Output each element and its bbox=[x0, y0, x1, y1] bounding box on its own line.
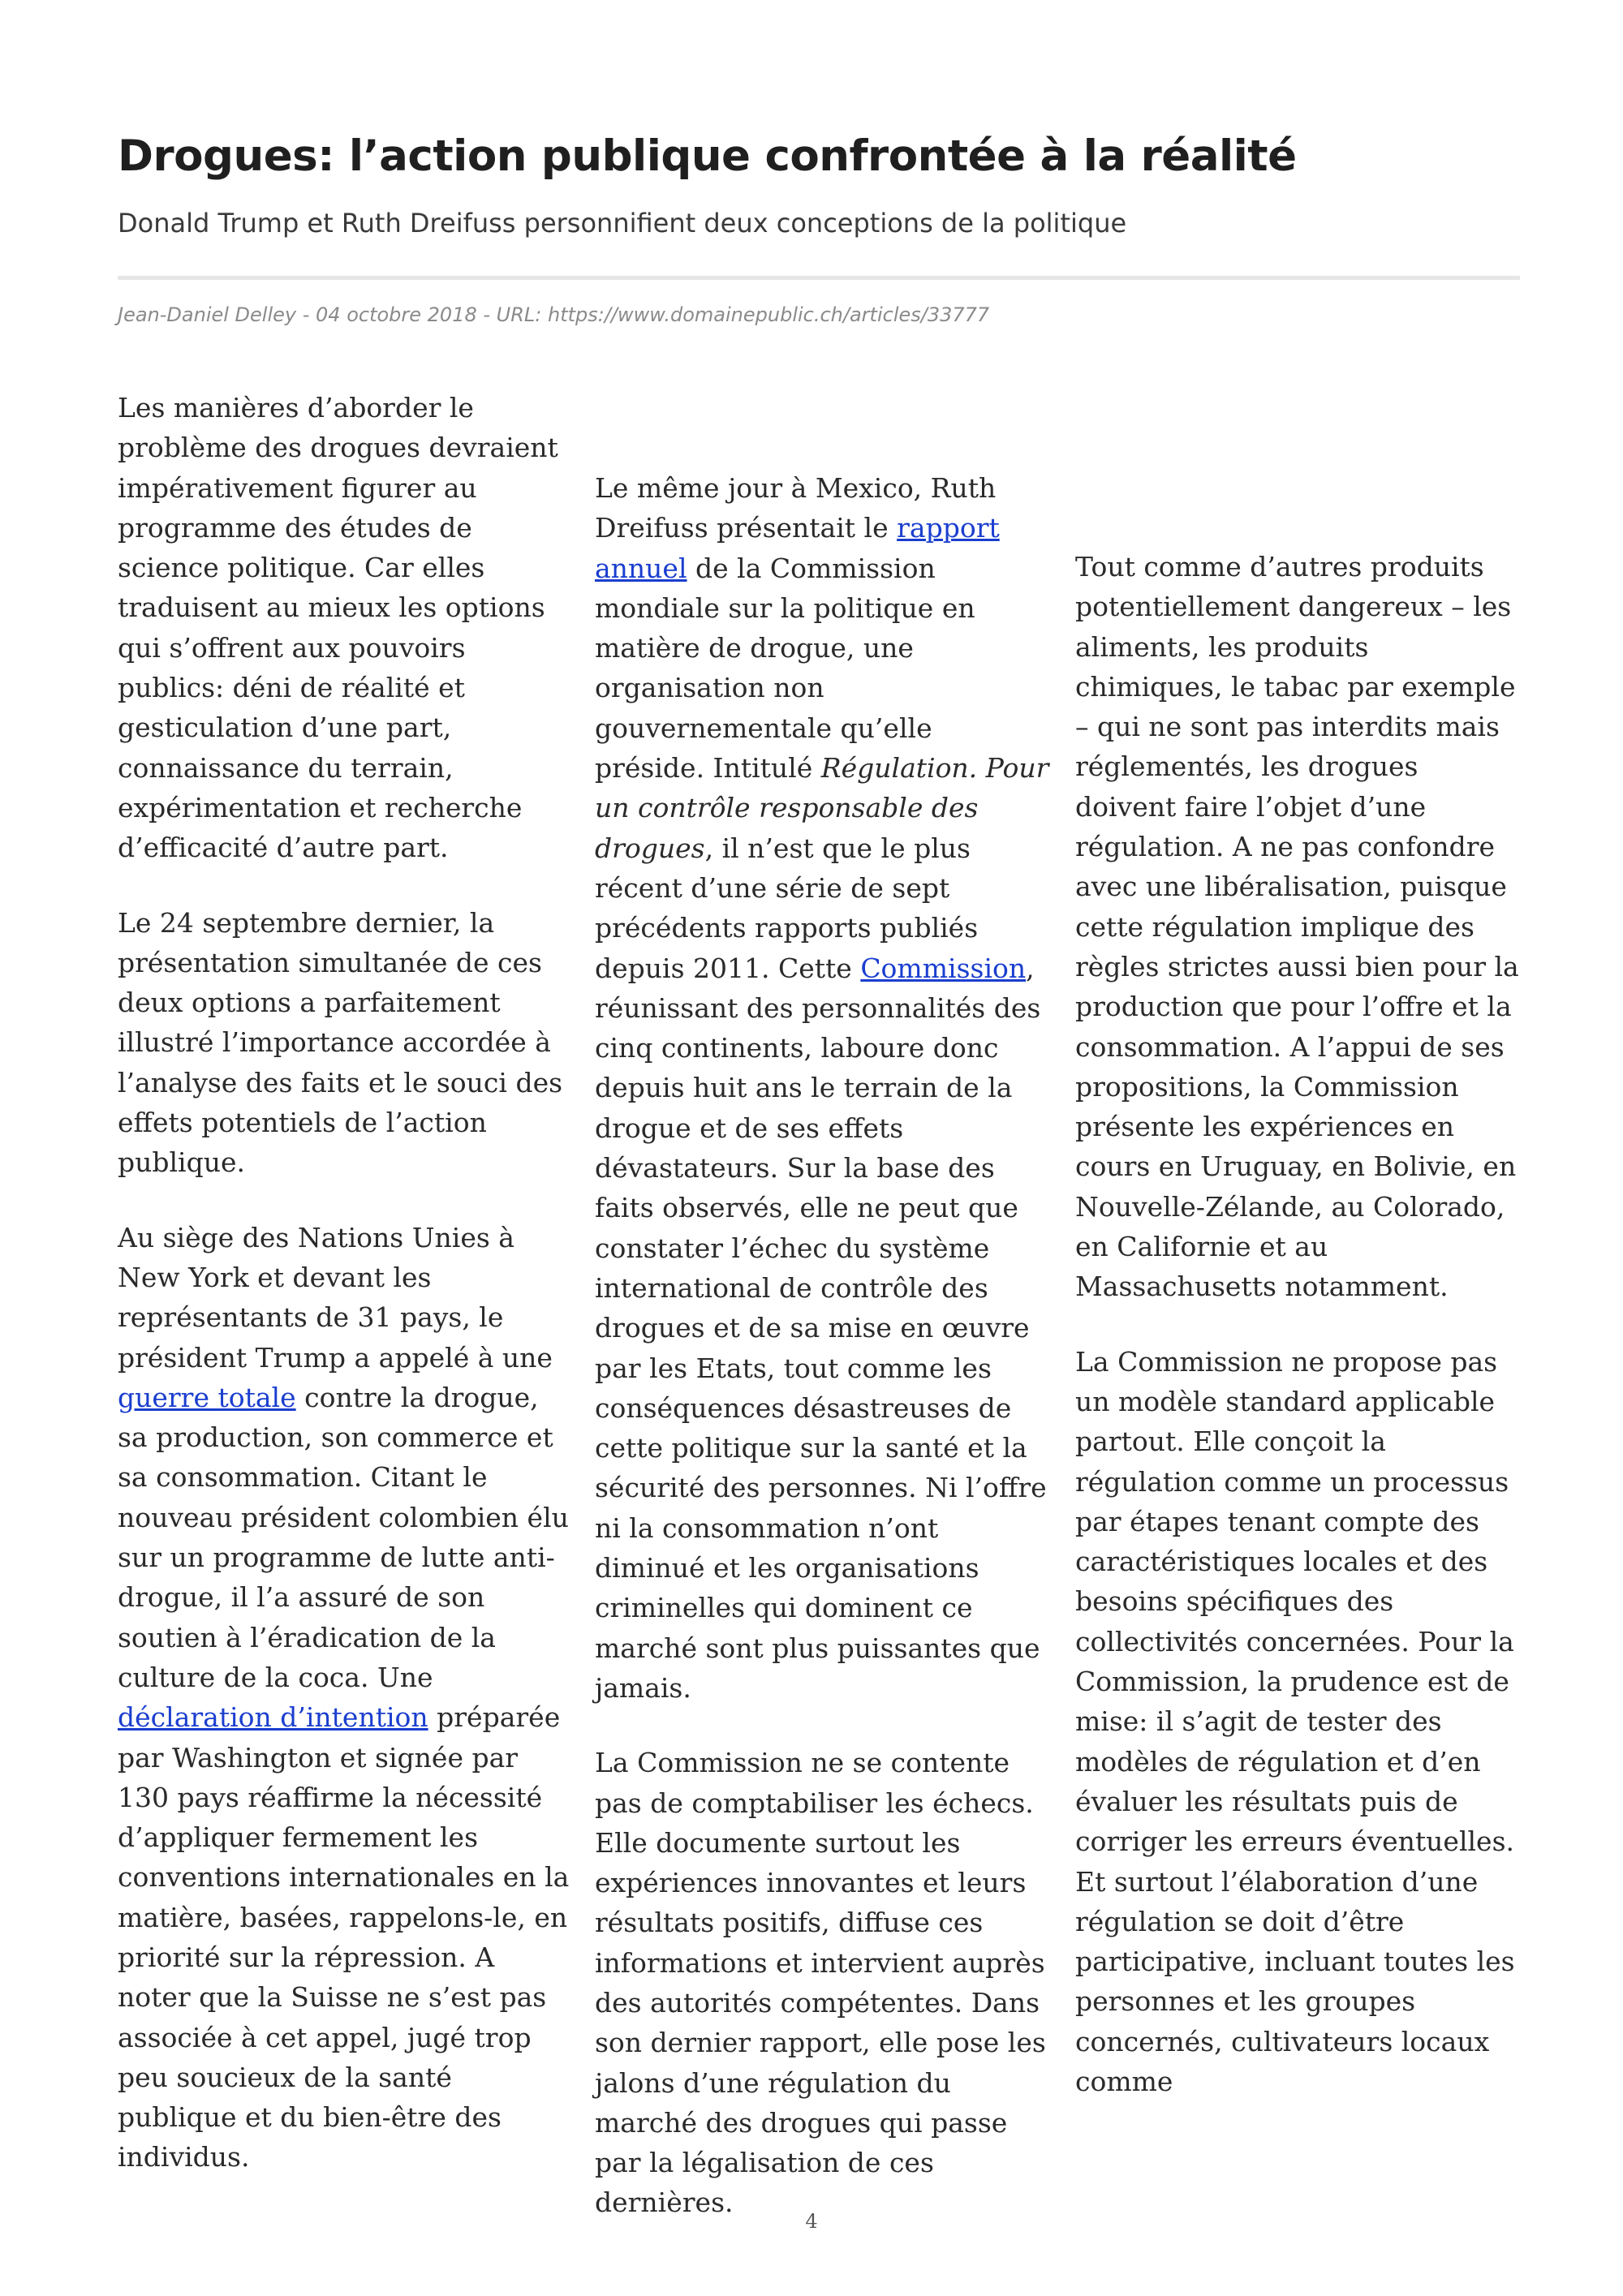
paragraph: Tout comme d’autres produits potentiellement dangereux – les aliments, les produits chimiques, le tabac par exemple – qui ne sont pas interdits mais réglementés, les drogues doivent faire l’objet d’une régulation. A ne pas confondre avec une libéralisation, puisque cette régulation implique des règles strictes aussi bien pour la production que pour l’offre et la consommation. A l’appui de ses propositions, la Commission présente les expériences en cours en Uruguay, en Bolivie, en Nouvelle-Zélande, au Colorado, en Californie et au Massachusetts notamment. bbox=[1075, 551, 1519, 1303]
page-number: 4 bbox=[805, 2210, 818, 2233]
text-column-2 bbox=[595, 388, 1049, 2258]
header-divider bbox=[118, 276, 1520, 280]
paragraph: Le 24 septembre dernier, la présentation simultanée de ces deux options a parfaitement illustré l’importance accordée à l’analyse des faits et le souci des effets potentiels de l’action publique. bbox=[118, 906, 563, 1179]
rapport-annuel-link[interactable]: rapport annuel bbox=[595, 512, 1000, 584]
article-subtitle: Donald Trump et Ruth Dreifuss personnifient deux conceptions de la politique bbox=[118, 208, 1127, 239]
text-column-1 bbox=[118, 388, 572, 2212]
text-run: Au siège des Nations Unies à New York et devant les représentants de 31 pays, le président Trump a appelé à une bbox=[118, 1221, 553, 1374]
declaration-intention-link[interactable]: déclaration d’intention bbox=[118, 1701, 428, 1734]
text-run: de la Commission mondiale sur la politique en matière de drogue, une organisation non gouvernementale qu’elle préside. Intitulé bbox=[595, 552, 975, 785]
text-run: , il n’est que le plus récent d’une série de sept précédents rapports publiés depuis 2011. Cette bbox=[595, 832, 979, 984]
guerre-totale-link[interactable]: guerre totale bbox=[118, 1381, 296, 1413]
paragraph: La Commission ne propose pas un modèle standard applicable partout. Elle conçoit la régulation comme un processus par étapes tenant compte des caractéristiques locales et des besoins spécifiques des collectivités concernées. Pour la Commission, la prudence est de mise: il s’agit de tester des modèles de régulation et d’en évaluer les résultats puis de corriger les erreurs éventuelles. Et surtout l’élaboration d’une régulation se doit d’être participative, incluant toutes les personnes et les groupes concernés, cultivateurs locaux comme bbox=[1075, 1345, 1515, 2097]
article-byline: Jean-Daniel Delley - 04 octobre 2018 - URL: https://www.domainepublic.ch/articles/33777 bbox=[118, 303, 990, 326]
text-run: Le même jour à Mexico, Ruth Dreifuss présentait le bbox=[595, 472, 997, 544]
paragraph: La Commission ne se contente pas de comptabiliser les échecs. Elle documente surtout les expériences innovantes et leurs résultats positifs, diffuse ces informations et intervient auprès des autorités compétentes. Dans son dernier rapport, elle pose les jalons d’une régulation du marché des drogues qui passe par la légalisation de ces dernières. bbox=[595, 1747, 1046, 2219]
commission-link[interactable]: Commission bbox=[860, 952, 1027, 984]
paragraph bbox=[118, 1218, 572, 2178]
text-run: préparée par Washington et signée par 130 pays réaffirme la nécessité d’appliquer fermement les conventions internationales en la matière, basées, rappelons-le, en priorité sur la répression. A noter que la Suisse ne s’est pas associée à cet appel, jugé trop peu soucieux de la santé publique et du bien-être des individus. bbox=[118, 1701, 570, 2173]
article-title: Drogues: l’action publique confrontée à la réalité bbox=[118, 131, 1297, 181]
report-title-italic: Régulation. Pour un contrôle responsable des drogues bbox=[595, 752, 1049, 864]
text-column-3 bbox=[1075, 547, 1522, 2136]
paragraph bbox=[595, 468, 1049, 1708]
paragraph: Les manières d’aborder le problème des drogues devraient impérativement figurer au programme des études de science politique. Car elles traduisent au mieux les options qui s’offrent aux pouvoirs publics: déni de réalité et gesticulation d’une part, connaissance du terrain, expérimentation et recherche d’efficacité d’autre part. bbox=[118, 392, 558, 864]
text-run: contre la drogue, sa production, son commerce et sa consommation. Citant le nouveau président colombien élu sur un programme de lutte anti-drogue, il l’a assuré de son soutien à l’éradication de la culture de la coca. Une bbox=[118, 1381, 569, 1693]
text-run: , réunissant des personnalités des cinq continents, laboure donc depuis huit ans le terrain de la drogue et de ses effets dévastateurs. Sur la base des faits observés, elle ne peut que constater l’échec du système international de contrôle des drogues et de sa mise en œuvre par les Etats, tout comme les conséquences désastreuses de cette politique sur la santé et la sécurité des personnes. Ni l’offre ni la consommation n’ont diminué et les organisations criminelles qui dominent ce marché sont plus puissantes que jamais. bbox=[595, 952, 1047, 1704]
